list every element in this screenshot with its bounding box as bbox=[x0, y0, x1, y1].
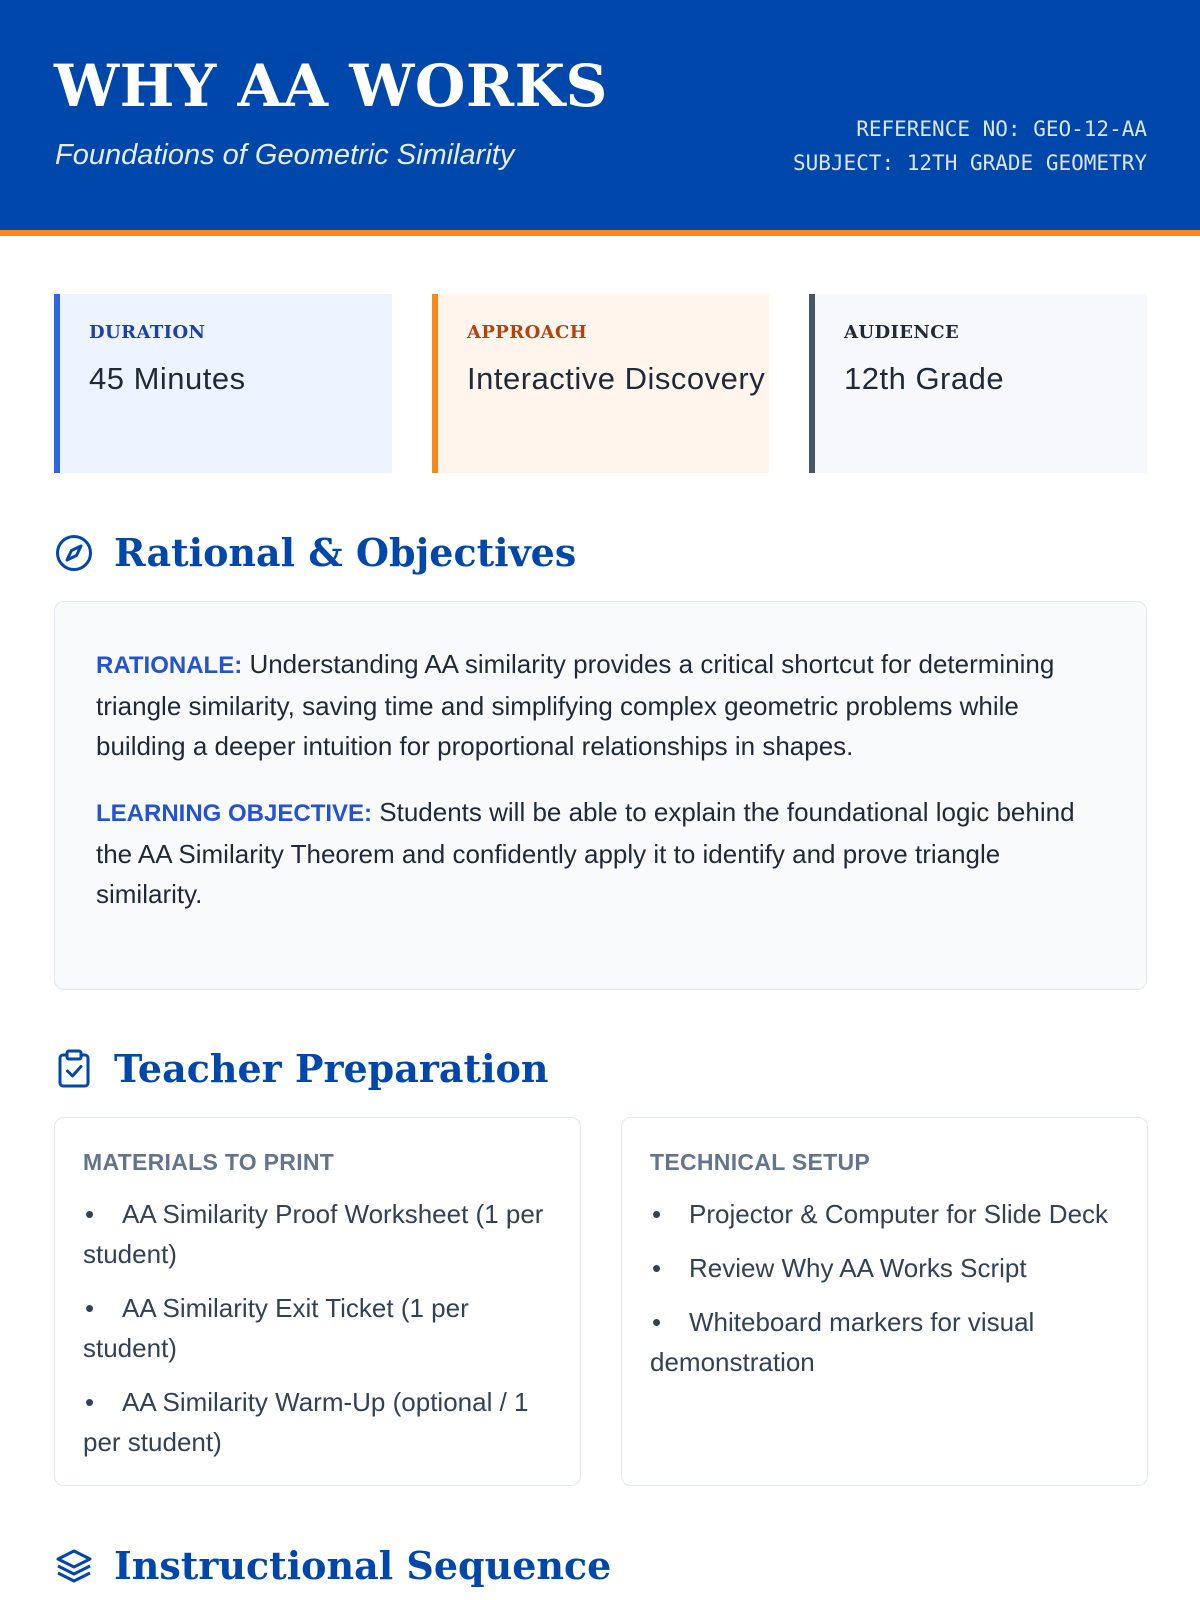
duration-value: 45 Minutes bbox=[89, 361, 246, 396]
layers-icon bbox=[54, 1546, 94, 1586]
approach-card bbox=[432, 294, 769, 473]
header-meta bbox=[793, 112, 1147, 180]
objective-paragraph bbox=[96, 792, 1106, 914]
technical-list bbox=[650, 1194, 1119, 1382]
rationale-paragraph bbox=[96, 644, 1106, 766]
technical-title: TECHNICAL SETUP bbox=[650, 1149, 871, 1175]
approach-label: APPROACH bbox=[467, 322, 588, 343]
rationale-box bbox=[54, 601, 1147, 990]
list-item: • AA Similarity Proof Worksheet (1 per student) bbox=[83, 1194, 552, 1274]
objective-label: LEARNING OBJECTIVE: bbox=[96, 800, 373, 827]
subject-line: SUBJECT: 12TH GRADE GEOMETRY bbox=[792, 151, 1147, 175]
list-item: • Projector & Computer for Slide Deck bbox=[650, 1194, 1119, 1234]
audience-card bbox=[809, 294, 1147, 473]
audience-value: 12th Grade bbox=[844, 361, 1005, 396]
document-title: WHY AA WORKS bbox=[54, 52, 608, 120]
audience-label: AUDIENCE bbox=[844, 322, 960, 343]
duration-label: DURATION bbox=[89, 322, 206, 343]
document-header bbox=[0, 0, 1200, 236]
prep-section-title: Teacher Preparation bbox=[114, 1046, 549, 1091]
compass-icon bbox=[54, 533, 94, 573]
rationale-text: Understanding AA similarity provides a critical shortcut for determining triangle similarity, saving time and simplifying complex geometric problems while building a deeper intuition for proportional relationships in shapes. bbox=[96, 649, 1055, 761]
prep-section-heading bbox=[54, 1046, 548, 1092]
list-item: • Whiteboard markers for visual demonstration bbox=[650, 1302, 1119, 1382]
sequence-section-heading bbox=[54, 1543, 611, 1589]
document-subtitle: Foundations of Geometric Similarity bbox=[55, 139, 515, 171]
reference-number: REFERENCE NO: GEO-12-AA bbox=[856, 117, 1147, 141]
list-item: • AA Similarity Exit Ticket (1 per student) bbox=[83, 1288, 552, 1368]
materials-list bbox=[83, 1194, 552, 1462]
rationale-label: RATIONALE: bbox=[96, 652, 243, 679]
rationale-section-title: Rational & Objectives bbox=[114, 530, 577, 575]
sequence-section-title: Instructional Sequence bbox=[114, 1543, 612, 1588]
approach-value: Interactive Discovery bbox=[467, 361, 766, 396]
list-item: • AA Similarity Warm-Up (optional / 1 per student) bbox=[83, 1382, 552, 1462]
clipboard-check-icon bbox=[54, 1049, 94, 1089]
objective-text: Students will be able to explain the foundational logic behind the AA Similarity Theorem and confidently apply it to identify and prove triangle similarity. bbox=[96, 797, 1075, 909]
technical-card bbox=[621, 1117, 1148, 1486]
materials-title: MATERIALS TO PRINT bbox=[83, 1149, 335, 1175]
list-item: • Review Why AA Works Script bbox=[650, 1248, 1119, 1288]
duration-card bbox=[54, 294, 392, 473]
rationale-section-heading bbox=[54, 530, 576, 576]
materials-card bbox=[54, 1117, 581, 1486]
